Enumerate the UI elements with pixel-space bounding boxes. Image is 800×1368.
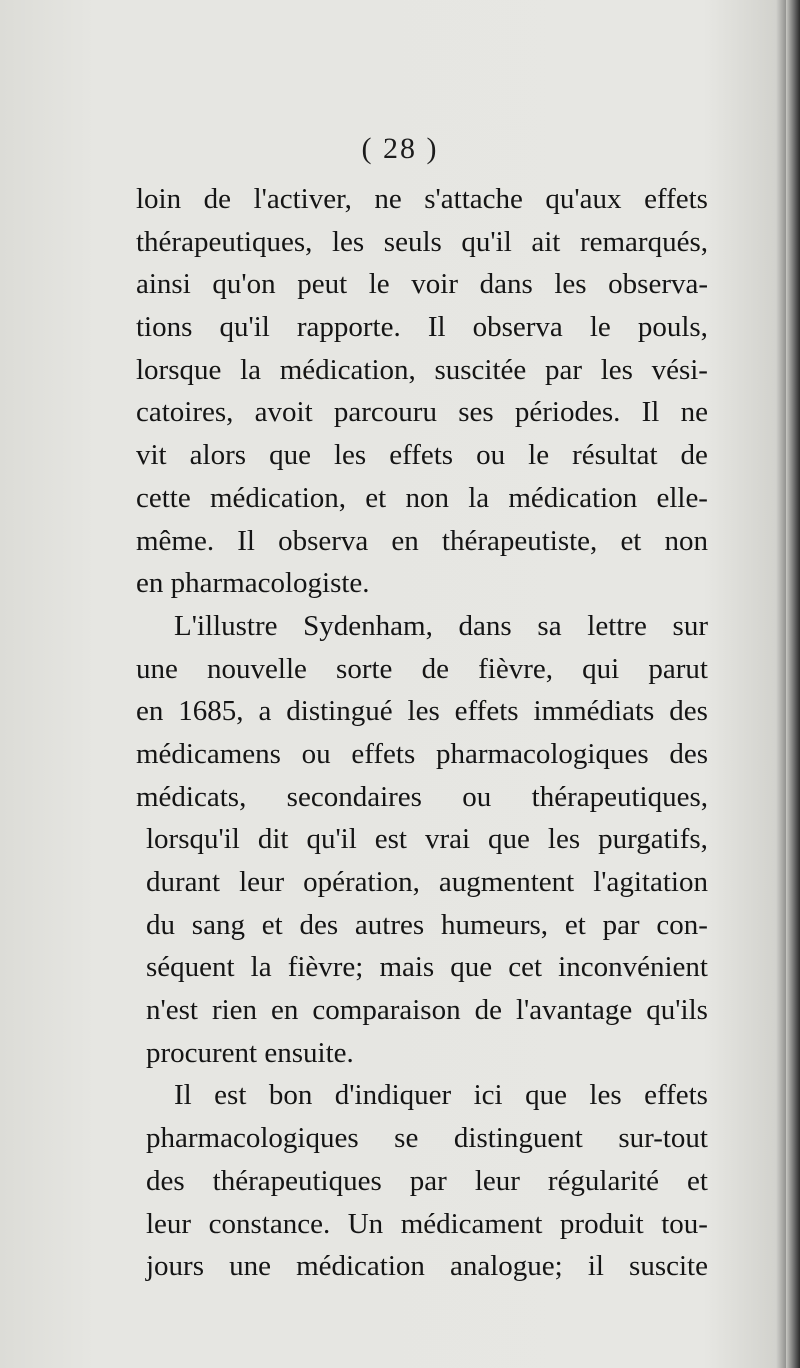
text-line: une nouvelle sorte de fièvre, qui parut: [136, 652, 708, 685]
text-line: jours une médication analogue; il suscite: [146, 1250, 708, 1283]
text-line: médicamens ou effets pharmacologiques des: [136, 737, 708, 770]
paragraph-start-line: L'illustre Sydenham, dans sa lettre sur: [174, 609, 708, 642]
text-line: lorsqu'il dit qu'il est vrai que les purgatifs,: [146, 823, 708, 856]
text-line: catoires, avoit parcouru ses périodes. Il ne: [136, 396, 708, 429]
paragraph-end-line: procurent ensuite.: [146, 1036, 354, 1069]
text-line: loin de l'activer, ne s'attache qu'aux effets: [136, 183, 708, 215]
text-line: n'est rien en comparaison de l'avantage qu'ils: [146, 994, 708, 1027]
page-edge-shadow: [786, 0, 800, 1368]
text-line: même. Il observa en thérapeutiste, et non: [136, 524, 708, 557]
text-line: séquent la fièvre; mais que cet inconvénient: [146, 951, 708, 984]
text-line: des thérapeutiques par leur régularité et: [146, 1164, 708, 1197]
text-line: vit alors que les effets ou le résultat de: [136, 439, 708, 472]
text-line: pharmacologiques se distinguent sur-tout: [146, 1122, 708, 1155]
paragraph-start-line: Il est bon d'indiquer ici que les effets: [174, 1079, 708, 1112]
text-line: ainsi qu'on peut le voir dans les observa-: [136, 268, 708, 301]
page-number: ( 28 ): [361, 132, 439, 165]
text-line: du sang et des autres humeurs, et par con-: [146, 908, 708, 941]
text-line: médicats, secondaires ou thérapeutiques,: [136, 780, 708, 813]
text-line: en 1685, a distingué les effets immédiats des: [136, 695, 708, 728]
text-line: tions qu'il rapporte. Il observa le pouls,: [136, 311, 708, 344]
text-line: lorsque la médication, suscitée par les vési-: [136, 353, 708, 386]
text-line: thérapeutiques, les seuls qu'il ait remarqués,: [136, 225, 708, 258]
paragraph-end-line: en pharmacologiste.: [136, 567, 370, 600]
text-line: leur constance. Un médicament produit tou-: [146, 1207, 708, 1240]
text-line: cette médication, et non la médication elle-: [136, 481, 708, 514]
body-text: [136, 178, 708, 1288]
text-line: durant leur opération, augmentent l'agitation: [146, 866, 708, 898]
